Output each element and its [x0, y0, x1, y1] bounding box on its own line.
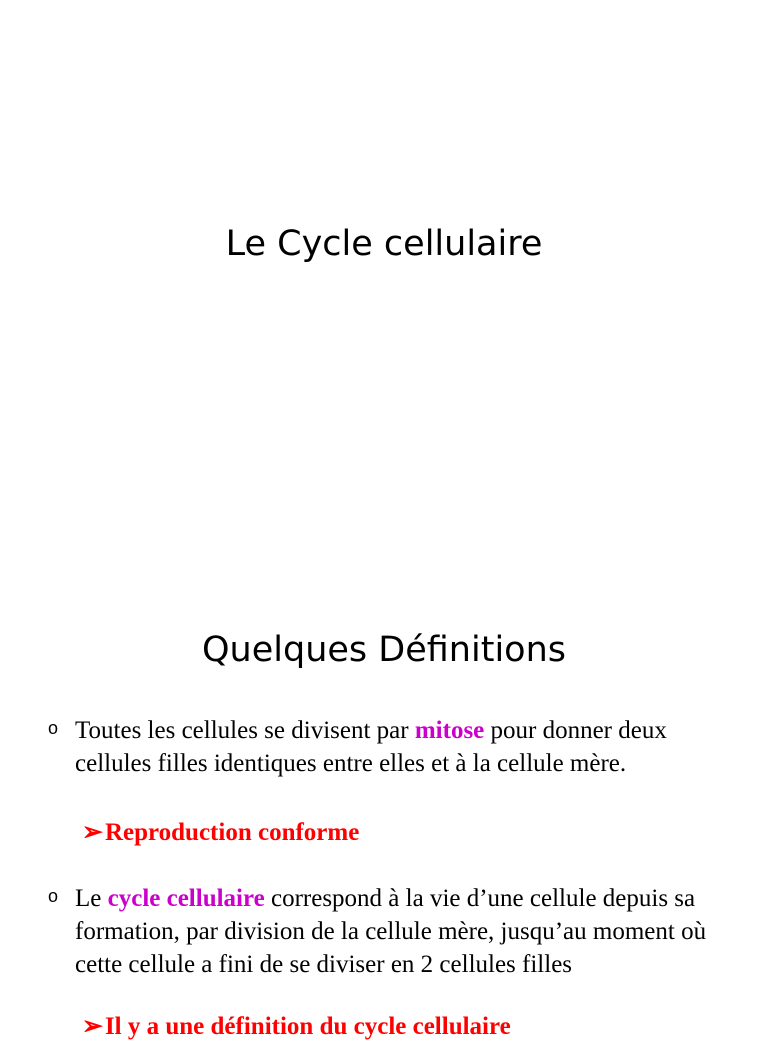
sub-point-definition — [82, 1010, 511, 1043]
bullet-text — [75, 882, 728, 981]
bullet-text-end: correspond à la vie d’une cellule depuis sa formation, par division de la cellule mère, jusqu’au moment où cette cellule a fini de se diviser en 2 cellules filles — [75, 885, 707, 978]
slide-1-title: Le Cycle cellulaire — [225, 224, 543, 264]
arrow-icon: ➢ — [82, 819, 103, 846]
bullet-marker: o — [48, 718, 59, 738]
slide-2 — [0, 576, 768, 1040]
sub-point-reproduction — [82, 816, 359, 849]
bullet-text-end: pour donner deux cellules filles identiques entre elles et à la cellule mère. — [75, 717, 667, 777]
sub-point-text: Il y a une définition du cycle cellulaire — [104, 1013, 511, 1040]
slide-2-title: Quelques Définitions — [202, 630, 566, 670]
bullet-text — [75, 714, 728, 780]
highlight-cycle-cellulaire: cycle cellulaire — [107, 885, 265, 912]
bullet-marker: o — [48, 886, 59, 906]
sub-point-text: Reproduction conforme — [104, 819, 360, 846]
bullet-cycle-cellulaire — [48, 882, 728, 981]
highlight-mitose: mitose — [414, 717, 485, 744]
bullet-mitose — [48, 714, 728, 780]
bullet-text-start: Toutes les cellules se divisent par — [75, 717, 415, 744]
bullet-text-start: Le — [75, 885, 108, 912]
arrow-icon: ➢ — [82, 1013, 103, 1040]
